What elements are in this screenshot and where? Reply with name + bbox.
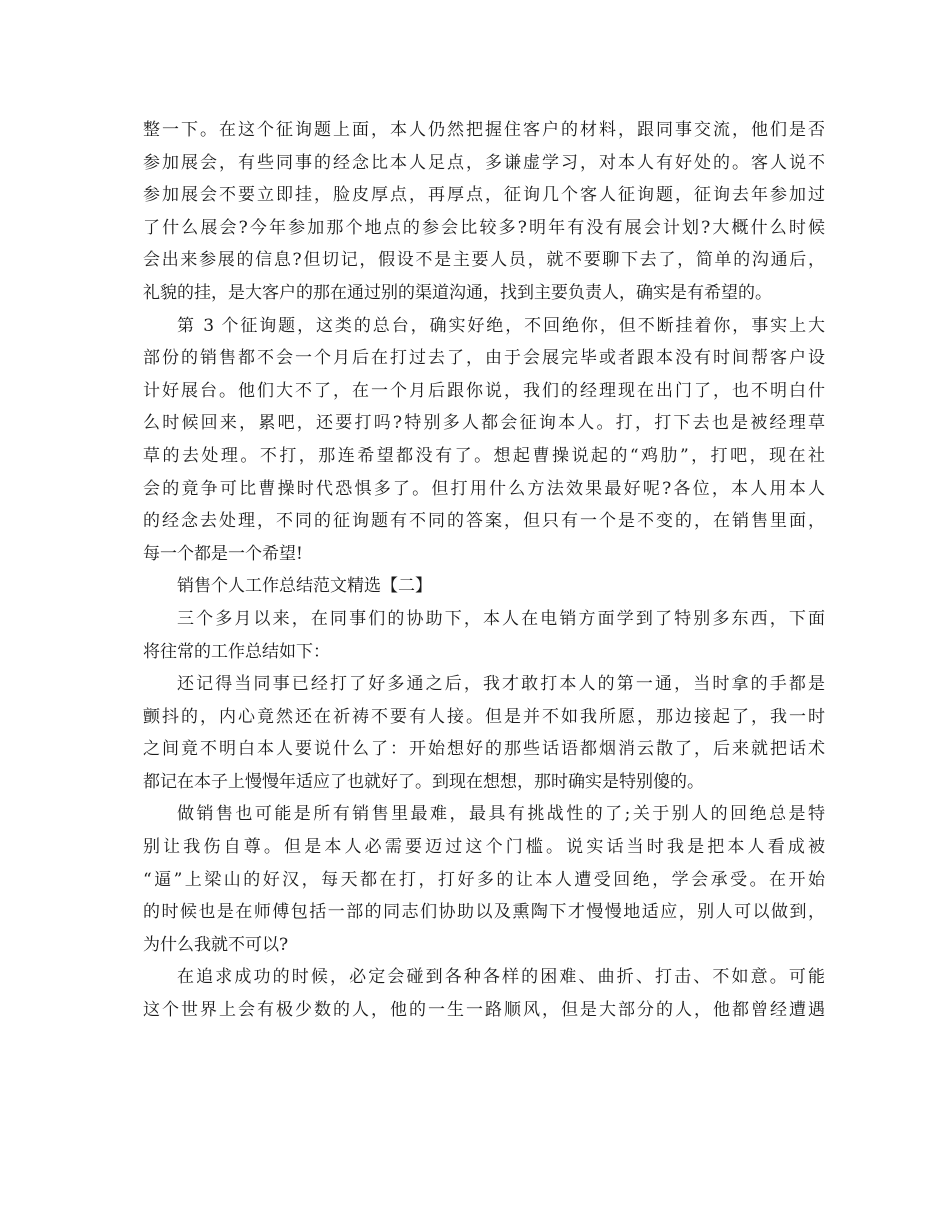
text-line: 参加展会不要立即挂，脸皮厚点，再厚点，征询几个客人征询题，征询去年参加过 — [143, 185, 825, 206]
document-body — [143, 114, 825, 1027]
text-line: 计好展台。他们大不了，在一个月后跟你说，我们的经理现在出门了，也不明白什 — [143, 380, 825, 401]
text-line: 的经念去处理，不同的征询题有不同的答案，但只有一个是不变的，在销售里面， — [143, 511, 825, 532]
text-line: 这个世界上会有极少数的人，他的一生一路顺风，但是大部分的人，他都曾经遭遇 — [143, 1000, 825, 1021]
text-line: “逼”上梁山的好汉，每天都在打，打好多的让本人遭受回绝，学会承受。在开始 — [143, 869, 825, 890]
text-line: 会出来参展的信息?但切记，假设不是主要人员，就不要聊下去了，简单的沟通后， — [143, 250, 825, 271]
text-line: 的时候也是在师傅包括一部的同志们协助以及熏陶下才慢慢地适应，别人可以做到， — [143, 902, 825, 923]
text-line: 都记在本子上慢慢年适应了也就好了。到现在想想，那时确实是特别傻的。 — [143, 771, 704, 792]
text-line: 之间竟不明白本人要说什么了：开始想好的那些话语都烟消云散了，后来就把话术 — [143, 739, 825, 760]
text-line: 会的竟争可比曹操时代恐惧多了。但打用什么方法效果最好呢?各位，本人用本人 — [143, 478, 825, 499]
text-line: 第 3 个征询题，这类的总台，确实好绝，不回绝你，但不断挂着你，事实上大 — [177, 315, 825, 336]
text-line: 销售个人工作总结范文精选【二】 — [177, 576, 432, 597]
text-line: 整一下。在这个征询题上面，本人仍然把握住客户的材料，跟同事交流，他们是否 — [143, 120, 825, 140]
text-line: 在追求成功的时候，必定会碰到各种各样的困难、曲折、打击、不如意。可能 — [177, 967, 825, 988]
text-line: 将往常的工作总结如下： — [143, 641, 330, 662]
text-line: 每一个都是一个希望! — [143, 543, 303, 564]
text-line: 还记得当同事已经打了好多通之后，我才敢打本人的第一通，当时拿的手都是 — [177, 674, 825, 695]
text-line: 参加展会，有些同事的经念比本人足点，多谦虚学习，对本人有好处的。客人说不 — [143, 152, 825, 173]
text-line: 部份的销售都不会一个月后在打过去了，由于会展完毕或者跟本没有时间帮客户设 — [143, 348, 825, 369]
text-line: 了什么展会?今年参加那个地点的参会比较多?明年有没有展会计划?大概什么时候 — [143, 217, 825, 238]
text-line: 为什么我就不可以? — [143, 934, 289, 955]
text-line: 草的去处理。不打，那连希望都没有了。想起曹操说起的“鸡肋”，打吧，现在社 — [143, 445, 825, 466]
text-line: 礼貌的挂，是大客户的那在通过别的渠道沟通，找到主要负责人，确实是有希望的。 — [143, 282, 772, 303]
text-line: 颤抖的，内心竟然还在祈祷不要有人接。但是并不如我所愿，那边接起了，我一时 — [143, 706, 825, 727]
text-line: 别让我伤自尊。但是本人必需要迈过这个门槛。说实话当时我是把本人看成被 — [143, 837, 825, 858]
text-line: 三个多月以来，在同事们的协助下，本人在电销方面学到了特别多东西，下面 — [177, 608, 825, 629]
text-line: 做销售也可能是所有销售里最难，最具有挑战性的了;关于别人的回绝总是特 — [177, 804, 825, 825]
text-line: 么时候回来，累吧，还要打吗?特别多人都会征询本人。打，打下去也是被经理草 — [143, 413, 825, 434]
